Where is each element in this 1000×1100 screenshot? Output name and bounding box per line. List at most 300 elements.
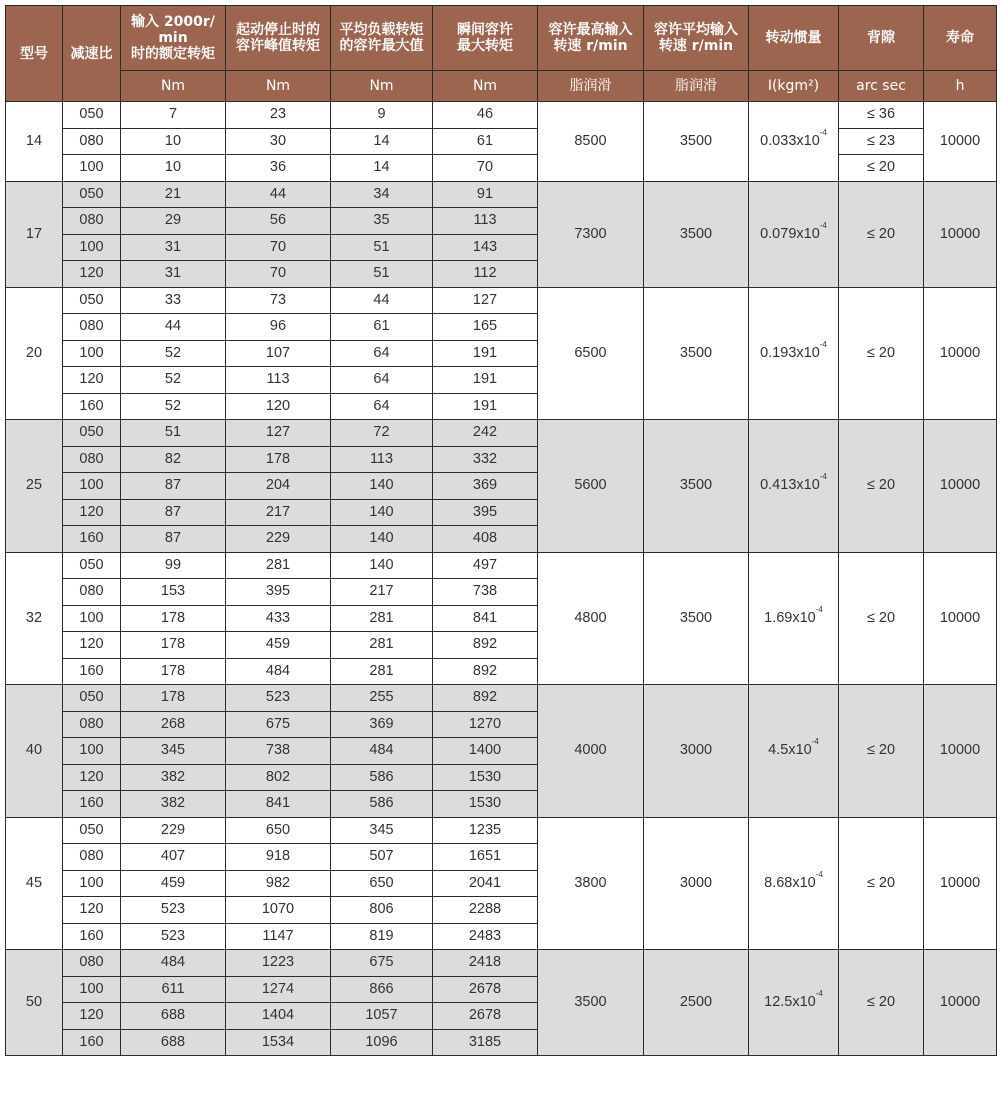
unit-label: Nm xyxy=(226,71,331,102)
header-inertia xyxy=(749,6,839,71)
header-line: 背隙 xyxy=(867,30,895,46)
header-line: min xyxy=(158,30,188,46)
peak-torque-cell: 1534 xyxy=(226,1029,331,1056)
momentary-torque-cell: 1235 xyxy=(433,817,538,844)
table-row xyxy=(6,552,997,579)
life-cell: 10000 xyxy=(924,950,997,1056)
avg-input-speed-cell: 2500 xyxy=(644,950,749,1056)
header-line: 最大转矩 xyxy=(457,38,513,54)
backlash-cell: ≤ 20 xyxy=(839,552,924,685)
life-cell: 10000 xyxy=(924,420,997,553)
table-header xyxy=(6,6,997,102)
avg-load-torque-cell: 586 xyxy=(331,791,433,818)
rated-torque-cell: 31 xyxy=(121,261,226,288)
backlash-cell: ≤ 23 xyxy=(839,128,924,155)
max-input-speed-cell: 5600 xyxy=(538,420,644,553)
momentary-torque-cell: 892 xyxy=(433,685,538,712)
header-avg_load_max xyxy=(331,6,433,71)
momentary-torque-cell: 2678 xyxy=(433,1003,538,1030)
header-line: 瞬间容许 xyxy=(457,22,513,38)
rated-torque-cell: 21 xyxy=(121,181,226,208)
momentary-torque-cell: 369 xyxy=(433,473,538,500)
inertia-exponent: -4 xyxy=(819,339,827,349)
momentary-torque-cell: 1270 xyxy=(433,711,538,738)
rated-torque-cell: 688 xyxy=(121,1029,226,1056)
momentary-torque-cell: 1530 xyxy=(433,764,538,791)
rated-torque-cell: 52 xyxy=(121,340,226,367)
max-input-speed-cell: 3800 xyxy=(538,817,644,950)
momentary-torque-cell: 892 xyxy=(433,632,538,659)
momentary-torque-cell: 1530 xyxy=(433,791,538,818)
avg-load-torque-cell: 72 xyxy=(331,420,433,447)
header-max_input_speed xyxy=(538,6,644,71)
rated-torque-cell: 153 xyxy=(121,579,226,606)
peak-torque-cell: 107 xyxy=(226,340,331,367)
table-row xyxy=(6,155,997,182)
peak-torque-cell: 459 xyxy=(226,632,331,659)
peak-torque-cell: 675 xyxy=(226,711,331,738)
peak-torque-cell: 56 xyxy=(226,208,331,235)
inertia-base: 12.5x10 xyxy=(764,994,816,1010)
peak-torque-cell: 36 xyxy=(226,155,331,182)
avg-input-speed-cell: 3500 xyxy=(644,287,749,420)
peak-torque-cell: 1274 xyxy=(226,976,331,1003)
peak-torque-cell: 113 xyxy=(226,367,331,394)
momentary-torque-cell: 395 xyxy=(433,499,538,526)
backlash-cell: ≤ 20 xyxy=(839,181,924,287)
inertia-exponent: -4 xyxy=(819,220,827,230)
peak-torque-cell: 204 xyxy=(226,473,331,500)
momentary-torque-cell: 841 xyxy=(433,605,538,632)
peak-torque-cell: 841 xyxy=(226,791,331,818)
header-backlash xyxy=(839,6,924,71)
inertia-base: 0.193x10 xyxy=(760,344,820,361)
peak-torque-cell: 96 xyxy=(226,314,331,341)
ratio-cell: 160 xyxy=(63,393,121,420)
inertia-base: 0.033x10 xyxy=(760,132,820,149)
peak-torque-cell: 523 xyxy=(226,685,331,712)
table-row xyxy=(6,950,997,977)
peak-torque-cell: 73 xyxy=(226,287,331,314)
avg-load-torque-cell: 217 xyxy=(331,579,433,606)
life-cell: 10000 xyxy=(924,181,997,287)
inertia-base: 0.079x10 xyxy=(760,225,820,242)
ratio-cell: 120 xyxy=(63,1003,121,1030)
backlash-cell: ≤ 20 xyxy=(839,817,924,950)
momentary-torque-cell: 892 xyxy=(433,658,538,685)
rated-torque-cell: 10 xyxy=(121,128,226,155)
backlash-cell: ≤ 20 xyxy=(839,420,924,553)
avg-load-torque-cell: 140 xyxy=(331,499,433,526)
table-row xyxy=(6,102,997,129)
ratio-cell: 050 xyxy=(63,685,121,712)
ratio-cell: 100 xyxy=(63,605,121,632)
momentary-torque-cell: 1651 xyxy=(433,844,538,871)
max-input-speed-cell: 8500 xyxy=(538,102,644,182)
rated-torque-cell: 44 xyxy=(121,314,226,341)
unit-label: Nm xyxy=(433,71,538,102)
avg-load-torque-cell: 140 xyxy=(331,526,433,553)
momentary-torque-cell: 1400 xyxy=(433,738,538,765)
header-momentary_max xyxy=(433,6,538,71)
ratio-cell: 160 xyxy=(63,658,121,685)
ratio-cell: 080 xyxy=(63,314,121,341)
rated-torque-cell: 52 xyxy=(121,393,226,420)
inertia-base: 1.69x10 xyxy=(764,609,816,626)
rated-torque-cell: 7 xyxy=(121,102,226,129)
inertia-exponent: -4 xyxy=(811,737,819,747)
header-ratio xyxy=(63,6,121,102)
header-line: 时的额定转矩 xyxy=(131,46,215,62)
unit-label: arc sec xyxy=(839,71,924,102)
momentary-torque-cell: 165 xyxy=(433,314,538,341)
model-group-50 xyxy=(6,950,997,1056)
momentary-torque-cell: 2483 xyxy=(433,923,538,950)
rated-torque-cell: 87 xyxy=(121,499,226,526)
header-line: 减速比 xyxy=(70,45,113,62)
peak-torque-cell: 982 xyxy=(226,870,331,897)
rated-torque-cell: 33 xyxy=(121,287,226,314)
ratio-cell: 080 xyxy=(63,711,121,738)
peak-torque-cell: 44 xyxy=(226,181,331,208)
avg-load-torque-cell: 61 xyxy=(331,314,433,341)
backlash-cell: ≤ 20 xyxy=(839,950,924,1056)
inertia-cell xyxy=(749,552,839,685)
momentary-torque-cell: 46 xyxy=(433,102,538,129)
inertia-exponent: -4 xyxy=(819,472,827,482)
peak-torque-cell: 918 xyxy=(226,844,331,871)
max-input-speed-cell: 3500 xyxy=(538,950,644,1056)
rated-torque-cell: 87 xyxy=(121,526,226,553)
max-input-speed-cell: 4000 xyxy=(538,685,644,818)
model-group-25 xyxy=(6,420,997,553)
avg-load-torque-cell: 819 xyxy=(331,923,433,950)
avg-input-speed-cell: 3500 xyxy=(644,102,749,182)
ratio-cell: 080 xyxy=(63,950,121,977)
momentary-torque-cell: 497 xyxy=(433,552,538,579)
backlash-cell: ≤ 20 xyxy=(839,287,924,420)
avg-load-torque-cell: 507 xyxy=(331,844,433,871)
momentary-torque-cell: 242 xyxy=(433,420,538,447)
ratio-cell: 100 xyxy=(63,870,121,897)
momentary-torque-cell: 127 xyxy=(433,287,538,314)
avg-load-torque-cell: 9 xyxy=(331,102,433,129)
avg-load-torque-cell: 44 xyxy=(331,287,433,314)
inertia-exponent: -4 xyxy=(819,127,827,137)
rated-torque-cell: 382 xyxy=(121,764,226,791)
momentary-torque-cell: 2418 xyxy=(433,950,538,977)
momentary-torque-cell: 408 xyxy=(433,526,538,553)
avg-input-speed-cell: 3000 xyxy=(644,817,749,950)
avg-load-torque-cell: 345 xyxy=(331,817,433,844)
backlash-cell: ≤ 36 xyxy=(839,102,924,129)
table-row xyxy=(6,287,997,314)
inertia-base: 4.5x10 xyxy=(768,742,812,759)
peak-torque-cell: 229 xyxy=(226,526,331,553)
ratio-cell: 080 xyxy=(63,446,121,473)
avg-load-torque-cell: 113 xyxy=(331,446,433,473)
model-cell: 45 xyxy=(6,817,63,950)
peak-torque-cell: 802 xyxy=(226,764,331,791)
max-input-speed-cell: 4800 xyxy=(538,552,644,685)
backlash-cell: ≤ 20 xyxy=(839,685,924,818)
ratio-cell: 100 xyxy=(63,473,121,500)
avg-load-torque-cell: 140 xyxy=(331,473,433,500)
model-cell: 25 xyxy=(6,420,63,553)
momentary-torque-cell: 112 xyxy=(433,261,538,288)
momentary-torque-cell: 191 xyxy=(433,393,538,420)
ratio-cell: 160 xyxy=(63,923,121,950)
header-line: 输入 2000r/ xyxy=(131,14,215,30)
avg-load-torque-cell: 586 xyxy=(331,764,433,791)
rated-torque-cell: 31 xyxy=(121,234,226,261)
avg-load-torque-cell: 484 xyxy=(331,738,433,765)
inertia-cell xyxy=(749,181,839,287)
rated-torque-cell: 178 xyxy=(121,658,226,685)
avg-load-torque-cell: 51 xyxy=(331,234,433,261)
ratio-cell: 080 xyxy=(63,579,121,606)
inertia-exponent: -4 xyxy=(815,989,823,998)
avg-input-speed-cell: 3500 xyxy=(644,181,749,287)
momentary-torque-cell: 70 xyxy=(433,155,538,182)
header-start_stop_peak xyxy=(226,6,331,71)
momentary-torque-cell: 191 xyxy=(433,340,538,367)
model-cell: 14 xyxy=(6,102,63,182)
unit-label: 脂润滑 xyxy=(538,71,644,102)
rated-torque-cell: 459 xyxy=(121,870,226,897)
unit-label: h xyxy=(924,71,997,102)
avg-input-speed-cell: 3500 xyxy=(644,420,749,553)
unit-label: I(kgm²) xyxy=(749,71,839,102)
rated-torque-cell: 87 xyxy=(121,473,226,500)
inertia-cell xyxy=(749,950,839,1056)
header-line: 的容许最大值 xyxy=(339,38,424,54)
avg-load-torque-cell: 64 xyxy=(331,367,433,394)
inertia-base: 8.68x10 xyxy=(764,874,816,891)
ratio-cell: 120 xyxy=(63,367,121,394)
momentary-torque-cell: 2288 xyxy=(433,897,538,924)
model-cell: 32 xyxy=(6,552,63,685)
peak-torque-cell: 30 xyxy=(226,128,331,155)
avg-load-torque-cell: 140 xyxy=(331,552,433,579)
momentary-torque-cell: 2041 xyxy=(433,870,538,897)
header-line: 转动惯量 xyxy=(765,30,822,46)
avg-load-torque-cell: 14 xyxy=(331,155,433,182)
avg-load-torque-cell: 369 xyxy=(331,711,433,738)
avg-load-torque-cell: 64 xyxy=(331,393,433,420)
avg-load-torque-cell: 1096 xyxy=(331,1029,433,1056)
model-group-45 xyxy=(6,817,997,950)
peak-torque-cell: 217 xyxy=(226,499,331,526)
avg-input-speed-cell: 3000 xyxy=(644,685,749,818)
avg-load-torque-cell: 14 xyxy=(331,128,433,155)
momentary-torque-cell: 738 xyxy=(433,579,538,606)
header-line: 转速 r/min xyxy=(553,38,628,54)
ratio-cell: 050 xyxy=(63,420,121,447)
ratio-cell: 080 xyxy=(63,844,121,871)
life-cell: 10000 xyxy=(924,552,997,685)
header-line: 型号 xyxy=(20,45,48,62)
model-cell: 50 xyxy=(6,950,63,1056)
peak-torque-cell: 1147 xyxy=(226,923,331,950)
header-line: 转速 r/min xyxy=(658,38,734,54)
rated-torque-cell: 523 xyxy=(121,923,226,950)
avg-load-torque-cell: 64 xyxy=(331,340,433,367)
avg-load-torque-cell: 650 xyxy=(331,870,433,897)
model-group-14 xyxy=(6,102,997,182)
header-line: 寿命 xyxy=(946,30,974,46)
peak-torque-cell: 70 xyxy=(226,234,331,261)
avg-load-torque-cell: 806 xyxy=(331,897,433,924)
inertia-exponent: -4 xyxy=(815,869,823,879)
ratio-cell: 160 xyxy=(63,1029,121,1056)
ratio-cell: 100 xyxy=(63,976,121,1003)
ratio-cell: 050 xyxy=(63,552,121,579)
rated-torque-cell: 178 xyxy=(121,685,226,712)
model-group-20 xyxy=(6,287,997,420)
inertia-cell xyxy=(749,420,839,553)
life-cell: 10000 xyxy=(924,287,997,420)
rated-torque-cell: 523 xyxy=(121,897,226,924)
peak-torque-cell: 1404 xyxy=(226,1003,331,1030)
rated-torque-cell: 51 xyxy=(121,420,226,447)
avg-load-torque-cell: 1057 xyxy=(331,1003,433,1030)
rated-torque-cell: 29 xyxy=(121,208,226,235)
ratio-cell: 050 xyxy=(63,817,121,844)
header-line: 平均负载转矩 xyxy=(339,22,424,38)
life-cell: 10000 xyxy=(924,817,997,950)
avg-load-torque-cell: 866 xyxy=(331,976,433,1003)
table-row xyxy=(6,817,997,844)
spec-table xyxy=(5,5,997,1056)
header-line: 起动停止时的 xyxy=(236,22,320,38)
header-avg_input_speed xyxy=(644,6,749,71)
ratio-cell: 120 xyxy=(63,897,121,924)
peak-torque-cell: 178 xyxy=(226,446,331,473)
rated-torque-cell: 52 xyxy=(121,367,226,394)
max-input-speed-cell: 6500 xyxy=(538,287,644,420)
avg-load-torque-cell: 34 xyxy=(331,181,433,208)
ratio-cell: 100 xyxy=(63,234,121,261)
header-rated_torque xyxy=(121,6,226,71)
peak-torque-cell: 433 xyxy=(226,605,331,632)
header-line: 容许最高输入 xyxy=(548,22,633,38)
table-row xyxy=(6,420,997,447)
ratio-cell: 100 xyxy=(63,738,121,765)
model-cell: 17 xyxy=(6,181,63,287)
ratio-cell: 160 xyxy=(63,526,121,553)
model-group-32 xyxy=(6,552,997,685)
ratio-cell: 100 xyxy=(63,340,121,367)
unit-label: 脂润滑 xyxy=(644,71,749,102)
rated-torque-cell: 178 xyxy=(121,605,226,632)
backlash-cell: ≤ 20 xyxy=(839,155,924,182)
table-row xyxy=(6,685,997,712)
momentary-torque-cell: 3185 xyxy=(433,1029,538,1056)
ratio-cell: 160 xyxy=(63,791,121,818)
momentary-torque-cell: 332 xyxy=(433,446,538,473)
avg-load-torque-cell: 35 xyxy=(331,208,433,235)
header-life xyxy=(924,6,997,71)
rated-torque-cell: 178 xyxy=(121,632,226,659)
unit-label: Nm xyxy=(331,71,433,102)
rated-torque-cell: 10 xyxy=(121,155,226,182)
avg-load-torque-cell: 675 xyxy=(331,950,433,977)
inertia-cell xyxy=(749,685,839,818)
rated-torque-cell: 268 xyxy=(121,711,226,738)
rated-torque-cell: 611 xyxy=(121,976,226,1003)
header-model xyxy=(6,6,63,102)
peak-torque-cell: 738 xyxy=(226,738,331,765)
unit-label: Nm xyxy=(121,71,226,102)
header-line: 容许峰值转矩 xyxy=(236,38,320,54)
avg-load-torque-cell: 255 xyxy=(331,685,433,712)
peak-torque-cell: 127 xyxy=(226,420,331,447)
model-group-17 xyxy=(6,181,997,287)
avg-load-torque-cell: 281 xyxy=(331,658,433,685)
inertia-base: 0.413x10 xyxy=(760,477,820,494)
rated-torque-cell: 484 xyxy=(121,950,226,977)
momentary-torque-cell: 113 xyxy=(433,208,538,235)
ratio-cell: 050 xyxy=(63,181,121,208)
avg-load-torque-cell: 281 xyxy=(331,632,433,659)
avg-load-torque-cell: 281 xyxy=(331,605,433,632)
inertia-exponent: -4 xyxy=(815,604,823,614)
ratio-cell: 120 xyxy=(63,261,121,288)
rated-torque-cell: 382 xyxy=(121,791,226,818)
model-cell: 20 xyxy=(6,287,63,420)
momentary-torque-cell: 91 xyxy=(433,181,538,208)
header-line: 容许平均输入 xyxy=(654,22,738,38)
peak-torque-cell: 395 xyxy=(226,579,331,606)
ratio-cell: 050 xyxy=(63,102,121,129)
ratio-cell: 120 xyxy=(63,499,121,526)
avg-load-torque-cell: 51 xyxy=(331,261,433,288)
momentary-torque-cell: 143 xyxy=(433,234,538,261)
peak-torque-cell: 281 xyxy=(226,552,331,579)
life-cell: 10000 xyxy=(924,102,997,182)
rated-torque-cell: 229 xyxy=(121,817,226,844)
peak-torque-cell: 1070 xyxy=(226,897,331,924)
momentary-torque-cell: 61 xyxy=(433,128,538,155)
ratio-cell: 120 xyxy=(63,764,121,791)
peak-torque-cell: 1223 xyxy=(226,950,331,977)
rated-torque-cell: 345 xyxy=(121,738,226,765)
ratio-cell: 050 xyxy=(63,287,121,314)
inertia-cell xyxy=(749,817,839,950)
inertia-cell xyxy=(749,287,839,420)
avg-input-speed-cell: 3500 xyxy=(644,552,749,685)
peak-torque-cell: 484 xyxy=(226,658,331,685)
rated-torque-cell: 407 xyxy=(121,844,226,871)
rated-torque-cell: 99 xyxy=(121,552,226,579)
model-group-40 xyxy=(6,685,997,818)
momentary-torque-cell: 191 xyxy=(433,367,538,394)
ratio-cell: 080 xyxy=(63,208,121,235)
peak-torque-cell: 70 xyxy=(226,261,331,288)
model-cell: 40 xyxy=(6,685,63,818)
peak-torque-cell: 120 xyxy=(226,393,331,420)
peak-torque-cell: 650 xyxy=(226,817,331,844)
table-row xyxy=(6,181,997,208)
peak-torque-cell: 23 xyxy=(226,102,331,129)
life-cell: 10000 xyxy=(924,685,997,818)
ratio-cell: 080 xyxy=(63,128,121,155)
max-input-speed-cell: 7300 xyxy=(538,181,644,287)
table-row xyxy=(6,128,997,155)
ratio-cell: 120 xyxy=(63,632,121,659)
rated-torque-cell: 688 xyxy=(121,1003,226,1030)
